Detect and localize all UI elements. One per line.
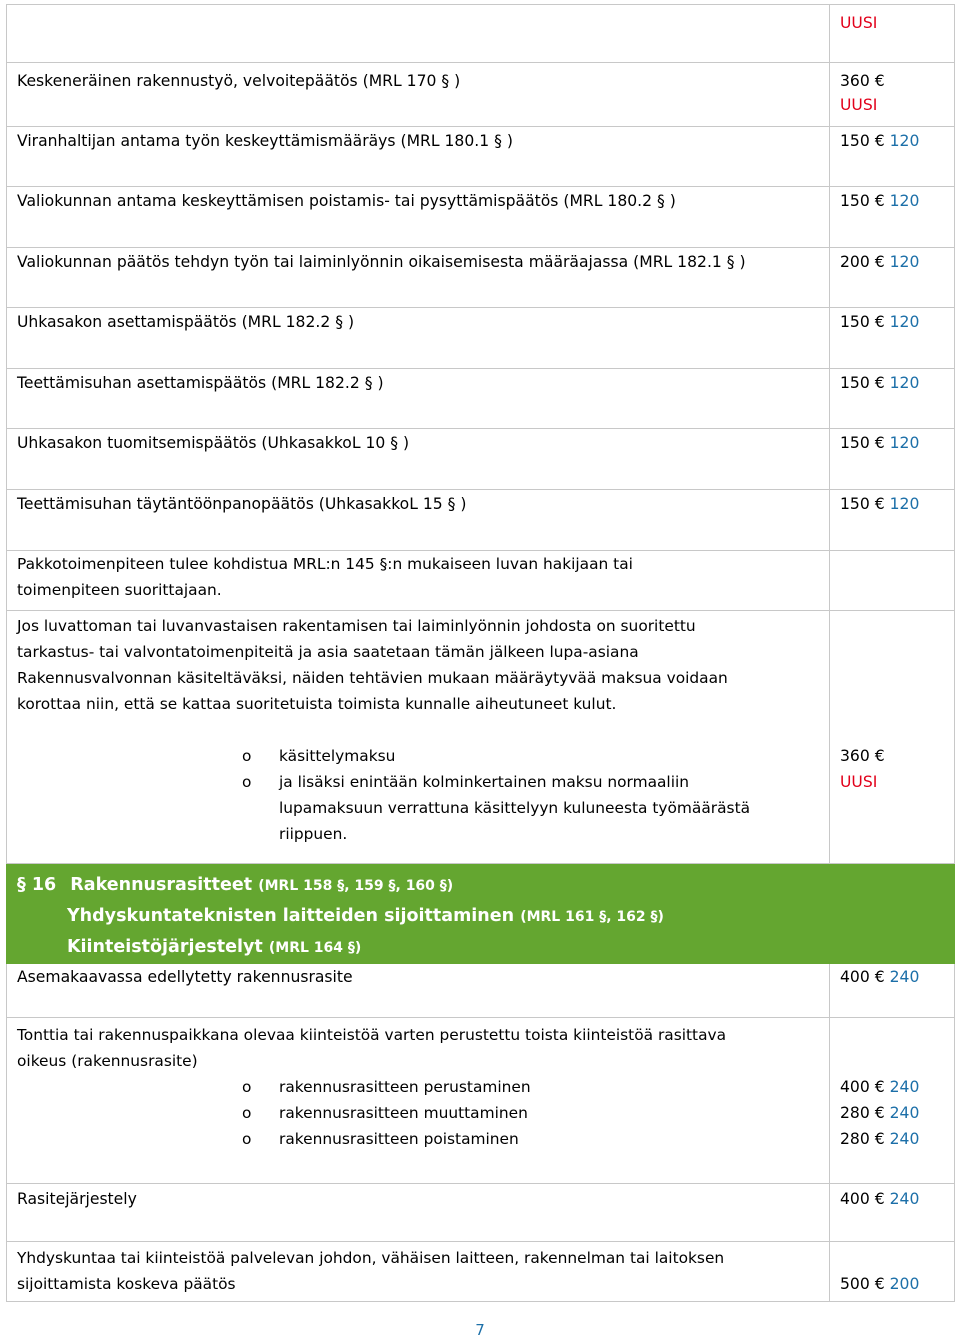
row-label: Asemakaavassa edellytetty rakennusrasite: [17, 968, 353, 986]
old-fee: 400 €: [840, 1190, 885, 1208]
old-fee: 150 €: [840, 132, 885, 150]
note-line: Pakkotoimenpiteen tulee kohdistua MRL:n 145 §:n mukaiseen luvan hakijaan tai: [17, 555, 633, 573]
table-row: [7, 490, 955, 551]
section-title: Kiinteistöjärjestelyt: [67, 937, 263, 957]
bullet-text: rakennusrasitteen poistaminen: [279, 1130, 519, 1148]
section-title: Rakennusrasitteet: [70, 875, 253, 895]
note-line: toimenpiteen suorittajaan.: [17, 581, 222, 599]
bullet-marker: o: [242, 773, 252, 791]
old-fee: 150 €: [840, 313, 885, 331]
new-fee: UUSI: [840, 773, 878, 791]
row-label: Valiokunnan päätös tehdyn työn tai laiminlyönnin oikaisemisesta määräajassa (MRL 182.1 § ): [17, 253, 746, 271]
table-row: [7, 429, 955, 490]
section-reference: (MRL 164 §): [268, 940, 362, 956]
table-row: [7, 63, 955, 127]
bullet-item: [0, 1074, 829, 1100]
old-fee: 360 €: [840, 72, 885, 90]
bullet-item: [7, 743, 829, 769]
old-fee: 400 €: [840, 1078, 885, 1096]
old-fee: 150 €: [840, 192, 885, 210]
new-fee: 120: [889, 374, 920, 392]
row-label: Uhkasakon asettamispäätös (MRL 182.2 § ): [17, 313, 355, 331]
new-fee: 120: [889, 253, 920, 271]
table-row: [7, 1242, 955, 1302]
row-label: Teettämisuhan asettamispäätös (MRL 182.2 § ): [17, 374, 384, 392]
new-fee: 120: [889, 132, 920, 150]
old-fee: 360 €: [840, 747, 885, 765]
bullet-marker: o: [242, 1078, 252, 1096]
table-row: [7, 551, 955, 611]
old-fee: 150 €: [840, 374, 885, 392]
table-row: [7, 611, 955, 864]
new-fee: 240: [889, 1190, 920, 1208]
new-fee: UUSI: [840, 96, 878, 114]
bullet-item: [7, 769, 829, 847]
bullet-text: rakennusrasitteen perustaminen: [279, 1078, 531, 1096]
page-number: 7: [475, 1321, 485, 1339]
paragraph-line: tarkastus- tai valvontatoimenpiteitä ja asia saatetaan tämän jälkeen lupa-asiana: [17, 643, 639, 661]
section-reference: (MRL 161 §, 162 §): [520, 909, 664, 925]
new-fee: 120: [889, 313, 920, 331]
new-fee: 240: [889, 1104, 920, 1122]
fee-table: [6, 4, 955, 1302]
bullet-text: riippuen.: [279, 825, 348, 843]
table-row: [7, 248, 955, 308]
bullet-item: [0, 1126, 829, 1152]
bullet-item: [0, 1100, 829, 1126]
row-label: sijoittamista koskeva päätös: [17, 1275, 236, 1293]
old-fee: 280 €: [840, 1104, 885, 1122]
row-label: Viranhaltijan antama työn keskeyttämismääräys (MRL 180.1 § ): [17, 132, 513, 150]
table-row: [7, 187, 955, 248]
bullet-text: käsittelymaksu: [279, 747, 396, 765]
row-label: Teettämisuhan täytäntöönpanopäätös (UhkasakkoL 15 § ): [17, 495, 467, 513]
old-fee: 400 €: [840, 968, 885, 986]
table-row: [7, 127, 955, 187]
table-row: [7, 5, 955, 63]
new-fee: 120: [889, 495, 920, 513]
new-fee: 240: [889, 1078, 920, 1096]
table-row: [7, 964, 955, 1018]
paragraph-line: Rakennusvalvonnan käsiteltäväksi, näiden tehtävien mukaan määräytyvää maksua voidaan: [17, 669, 728, 687]
old-fee: 200 €: [840, 253, 885, 271]
bullet-text: lupamaksuun verrattuna käsittelyyn kuluneesta työmäärästä: [279, 799, 751, 817]
section-header: [7, 864, 955, 964]
bullet-marker: o: [242, 747, 252, 765]
section-reference: (MRL 158 §, 159 §, 160 §): [258, 878, 454, 894]
row-label: Keskeneräinen rakennustyö, velvoitepäätös (MRL 170 § ): [17, 72, 461, 90]
bullet-marker: o: [242, 1130, 252, 1148]
bullet-text: ja lisäksi enintään kolminkertainen maksu normaaliin: [279, 773, 690, 791]
paragraph-line: Jos luvattoman tai luvanvastaisen rakentamisen tai laiminlyönnin johdosta on suoritettu: [17, 617, 696, 635]
row-label: Rasitejärjestely: [17, 1190, 137, 1208]
old-fee: 280 €: [840, 1130, 885, 1148]
row-label: Tonttia tai rakennuspaikkana olevaa kiinteistöä varten perustettu toista kiinteistöä rasittava: [17, 1026, 727, 1044]
new-fee: 200: [889, 1275, 920, 1293]
table-row: [7, 308, 955, 369]
section-number: § 16: [17, 875, 57, 895]
table-row: [7, 369, 955, 429]
new-fee: 120: [889, 434, 920, 452]
row-label: oikeus (rakennusrasite): [17, 1052, 198, 1070]
old-fee: 150 €: [840, 495, 885, 513]
bullet-text: rakennusrasitteen muuttaminen: [279, 1104, 528, 1122]
new-fee: UUSI: [840, 14, 878, 32]
table-row: [7, 1184, 955, 1242]
section-title: Yhdyskuntateknisten laitteiden sijoittaminen: [67, 906, 515, 926]
old-fee: 150 €: [840, 434, 885, 452]
row-label: Uhkasakon tuomitsemispäätös (UhkasakkoL 10 § ): [17, 434, 410, 452]
bullet-marker: o: [242, 1104, 252, 1122]
old-fee: 500 €: [840, 1275, 885, 1293]
row-label: Yhdyskuntaa tai kiinteistöä palvelevan johdon, vähäisen laitteen, rakennelman tai laitoksen: [17, 1249, 725, 1267]
row-label: Valiokunnan antama keskeyttämisen poistamis- tai pysyttämispäätös (MRL 180.2 § ): [17, 192, 676, 210]
paragraph-line: korottaa niin, että se kattaa suoritetuista toimista kunnalle aiheutuneet kulut.: [17, 695, 617, 713]
table-row: [7, 1018, 955, 1184]
new-fee: 240: [889, 968, 920, 986]
new-fee: 240: [889, 1130, 920, 1148]
new-fee: 120: [889, 192, 920, 210]
